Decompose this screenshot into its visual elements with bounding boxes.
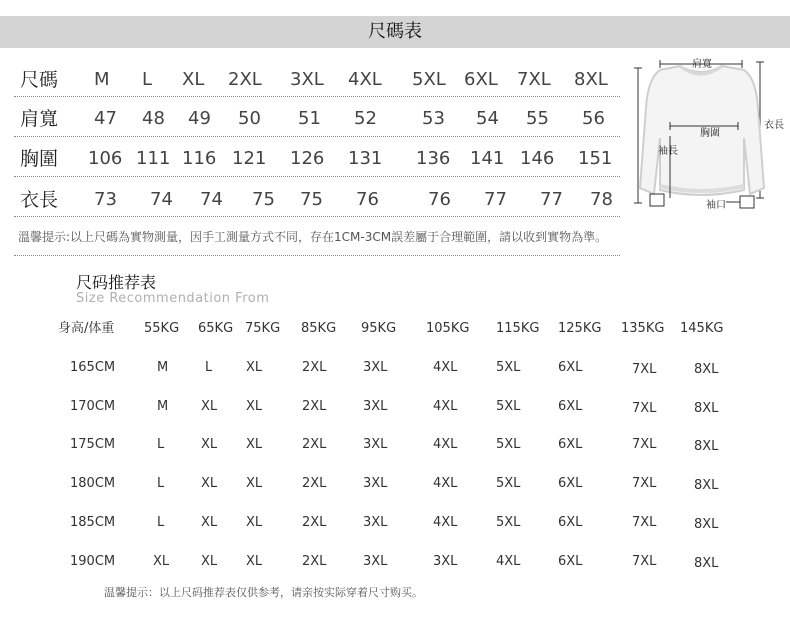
table-cell: 5XL	[496, 437, 521, 452]
table-cell: L	[157, 515, 165, 530]
recommendation-title: 尺码推荐表	[76, 273, 157, 292]
cuff-label: 袖口	[706, 200, 726, 211]
table-cell: 8XL	[694, 401, 719, 416]
height-cell: 165CM	[70, 360, 116, 375]
row-label: 肩寬	[20, 108, 59, 130]
table-cell: XL	[201, 437, 218, 452]
table-cell: 116	[182, 148, 217, 169]
row-divider	[14, 136, 620, 137]
table-cell: 3XL	[363, 399, 388, 414]
table-cell: 4XL	[348, 69, 382, 90]
table-cell: 2XL	[302, 399, 327, 414]
size-row-shoulder	[14, 103, 620, 143]
table-cell: 75	[252, 189, 275, 210]
table-cell: 4XL	[433, 515, 458, 530]
height-cell: 175CM	[70, 437, 116, 452]
row-divider	[14, 176, 620, 177]
table-cell: 8XL	[694, 439, 719, 454]
table-cell: 2XL	[302, 476, 327, 491]
table-cell: 6XL	[558, 399, 583, 414]
row-label: 尺碼	[20, 69, 59, 91]
height-cell: 185CM	[70, 515, 116, 530]
table-cell: XL	[201, 476, 218, 491]
table-cell: 7XL	[632, 362, 657, 377]
table-cell: 146	[520, 148, 555, 169]
table-cell: 6XL	[558, 360, 583, 375]
table-row	[0, 432, 790, 458]
table-cell: 8XL	[694, 478, 719, 493]
table-cell: 7XL	[632, 554, 657, 569]
table-cell: 77	[540, 189, 563, 210]
table-row	[0, 394, 790, 420]
table-cell: 5XL	[412, 69, 446, 90]
height-cell: 180CM	[70, 476, 116, 491]
table-row	[0, 355, 790, 381]
table-cell: 51	[298, 108, 321, 129]
weight-header: 125KG	[558, 321, 602, 336]
table-cell: 47	[94, 108, 117, 129]
table-row	[0, 471, 790, 497]
table-cell: 74	[150, 189, 173, 210]
size-row-size	[14, 64, 620, 104]
recommendation-subtitle: Size Recommendation From	[76, 291, 270, 306]
row-label: 衣長	[20, 189, 59, 211]
table-cell: L	[142, 69, 153, 90]
table-cell: 4XL	[433, 399, 458, 414]
table-cell: 7XL	[632, 515, 657, 530]
table-cell: 5XL	[496, 476, 521, 491]
table-cell: 3XL	[363, 476, 388, 491]
table-cell: L	[157, 476, 165, 491]
table-cell: 4XL	[433, 476, 458, 491]
table-cell: 141	[470, 148, 505, 169]
table-cell: 8XL	[574, 69, 608, 90]
table-cell: 78	[590, 189, 613, 210]
table-cell: 3XL	[433, 554, 458, 569]
table-cell: XL	[246, 554, 263, 569]
table-cell: 48	[142, 108, 165, 129]
table-cell: 2XL	[302, 515, 327, 530]
table-cell: L	[205, 360, 213, 375]
table-cell: 2XL	[302, 437, 327, 452]
table-cell: 7XL	[632, 437, 657, 452]
table-cell: XL	[201, 399, 218, 414]
table-cell: 50	[238, 108, 261, 129]
length-label: 衣長	[764, 120, 784, 131]
table-cell: 2XL	[302, 360, 327, 375]
size-row-chest	[14, 143, 620, 183]
table-cell: XL	[246, 476, 263, 491]
table-cell: 131	[348, 148, 383, 169]
table-cell: 74	[200, 189, 223, 210]
row-divider	[14, 96, 620, 97]
table-cell: 106	[88, 148, 123, 169]
table-cell: 3XL	[363, 360, 388, 375]
table-cell: 75	[300, 189, 323, 210]
recommendation-header-row	[0, 316, 790, 342]
table-row	[0, 510, 790, 536]
table-cell: 8XL	[694, 517, 719, 532]
table-cell: XL	[246, 360, 263, 375]
table-cell: XL	[246, 437, 263, 452]
table-cell: XL	[201, 515, 218, 530]
weight-header: 75KG	[245, 321, 281, 336]
table-cell: 6XL	[464, 69, 498, 90]
weight-header: 115KG	[496, 321, 540, 336]
table-cell: 6XL	[558, 476, 583, 491]
table-cell: 121	[232, 148, 267, 169]
table-cell: M	[157, 399, 169, 414]
table-cell: 111	[136, 148, 171, 169]
weight-header: 55KG	[144, 321, 180, 336]
size-table-note: 溫馨提示:以上尺碼為實物測量，因手工測量方式不同，存在1CM-3CM誤差屬于合理範圍，請以收到實物為準。	[18, 230, 608, 244]
table-cell: 55	[526, 108, 549, 129]
table-cell: XL	[153, 554, 170, 569]
table-cell: XL	[201, 554, 218, 569]
height-cell: 170CM	[70, 399, 116, 414]
table-cell: 2XL	[302, 554, 327, 569]
corner-label: 身高/体重	[58, 321, 115, 336]
table-cell: 52	[354, 108, 377, 129]
table-cell: 2XL	[228, 69, 262, 90]
table-cell: 6XL	[558, 554, 583, 569]
table-cell: 7XL	[517, 69, 551, 90]
table-cell: 4XL	[496, 554, 521, 569]
table-cell: 5XL	[496, 515, 521, 530]
row-label: 胸圍	[20, 148, 59, 170]
table-cell: XL	[246, 515, 263, 530]
table-cell: 54	[476, 108, 499, 129]
table-cell: 3XL	[290, 69, 324, 90]
table-cell: 3XL	[363, 437, 388, 452]
table-cell: 151	[578, 148, 613, 169]
table-cell: 5XL	[496, 360, 521, 375]
weight-header: 105KG	[426, 321, 470, 336]
weight-header: 135KG	[621, 321, 665, 336]
recommendation-note: 温馨提示：以上尺码推荐表仅供参考，请亲按实际穿着尺寸购买。	[104, 586, 423, 599]
table-cell: 73	[94, 189, 117, 210]
table-cell: 7XL	[632, 401, 657, 416]
weight-header: 65KG	[198, 321, 234, 336]
table-cell: 136	[416, 148, 451, 169]
weight-header: 95KG	[361, 321, 397, 336]
sleeve-label: 袖長	[658, 146, 678, 157]
table-cell: L	[157, 437, 165, 452]
chest-label: 胸圍	[700, 128, 720, 139]
weight-header: 85KG	[301, 321, 337, 336]
note-divider	[14, 255, 620, 256]
table-row	[0, 549, 790, 575]
table-cell: 6XL	[558, 437, 583, 452]
table-cell: 6XL	[558, 515, 583, 530]
row-divider	[14, 216, 620, 217]
table-cell: 56	[582, 108, 605, 129]
table-cell: 3XL	[363, 515, 388, 530]
table-cell: 77	[484, 189, 507, 210]
table-cell: 126	[290, 148, 325, 169]
table-cell: 53	[422, 108, 445, 129]
table-cell: 5XL	[496, 399, 521, 414]
table-cell: M	[94, 69, 110, 90]
table-cell: XL	[182, 69, 205, 90]
table-cell: 3XL	[363, 554, 388, 569]
table-cell: 4XL	[433, 360, 458, 375]
table-cell: 7XL	[632, 476, 657, 491]
table-cell: 8XL	[694, 556, 719, 571]
weight-header: 145KG	[680, 321, 724, 336]
table-cell: M	[157, 360, 169, 375]
table-cell: 76	[356, 189, 379, 210]
size-row-length	[14, 184, 620, 224]
table-cell: 4XL	[433, 437, 458, 452]
table-cell: 8XL	[694, 362, 719, 377]
table-cell: 76	[428, 189, 451, 210]
table-cell: 49	[188, 108, 211, 129]
table-cell: XL	[246, 399, 263, 414]
height-cell: 190CM	[70, 554, 116, 569]
page-title: 尺碼表	[368, 21, 422, 42]
garment-measure-diagram	[630, 48, 790, 218]
shoulder-label: 肩寬	[692, 59, 712, 70]
